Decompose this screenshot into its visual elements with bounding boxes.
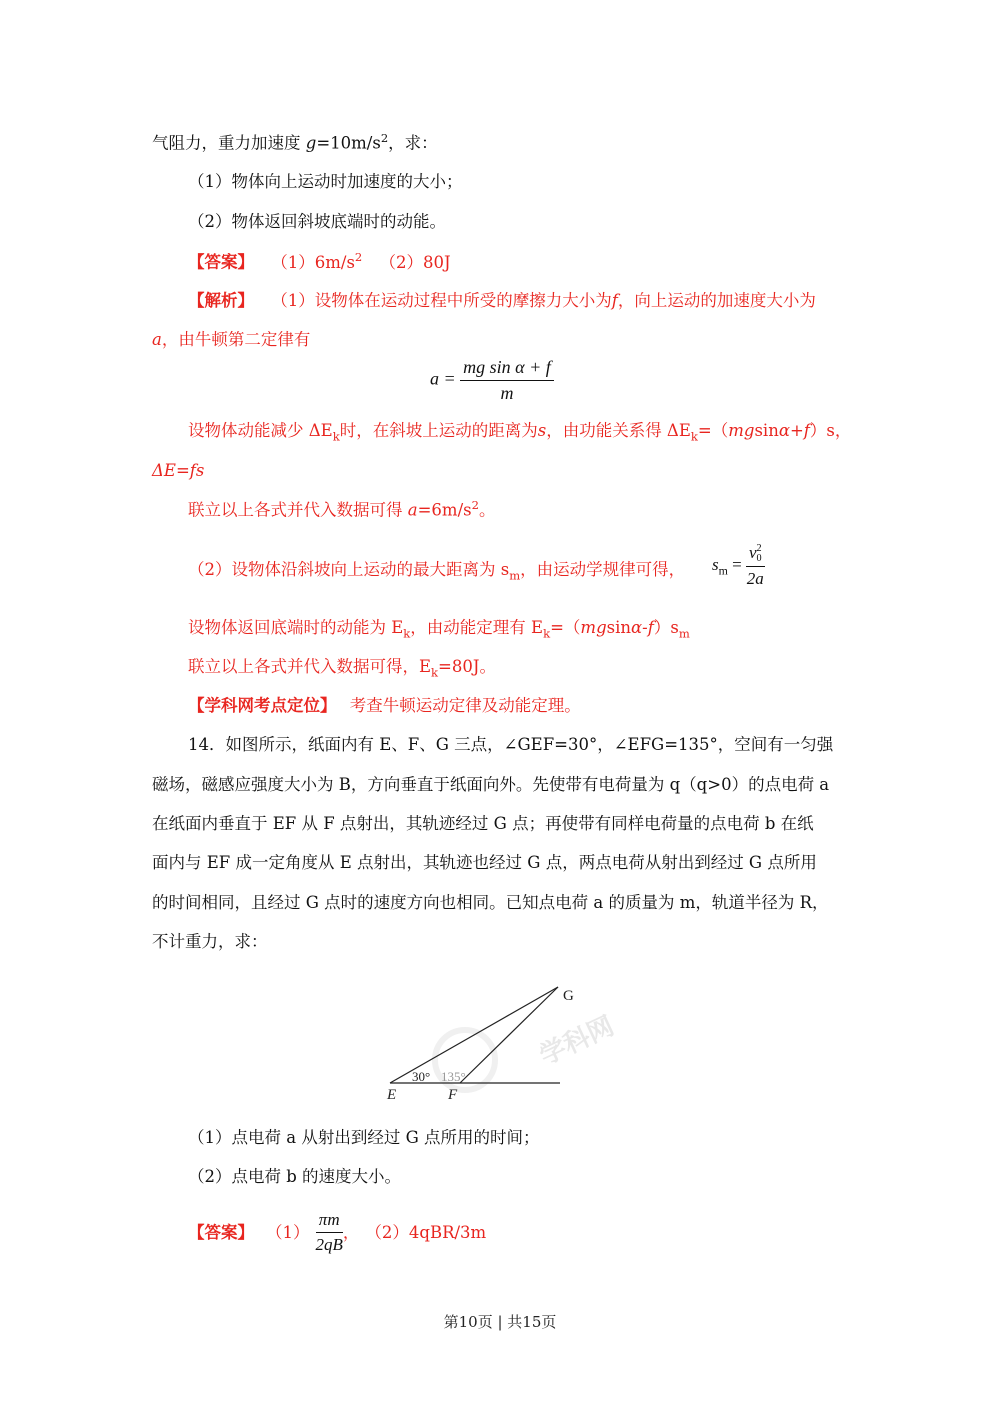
label-g: G bbox=[563, 988, 574, 1004]
kaodian-label: 【学科网考点定位】 bbox=[188, 696, 337, 715]
analysis-line-6: （2）设物体沿斜坡向上运动的最大距离为 $s_m$，由运动学规律可得， bbox=[188, 560, 686, 583]
question-14-1: （1）点电荷 a 从射出到经过 G 点所用的时间； bbox=[188, 1128, 540, 1147]
analysis-line-1: 【解析】 （1）设物体在运动过程中所受的摩擦力大小为f，向上运动的加速度大小为 bbox=[188, 291, 816, 310]
question-14-2: （2）点电荷 b 的速度大小。 bbox=[188, 1167, 402, 1186]
watermark: 学科网 bbox=[534, 1010, 619, 1071]
answer-line: 【答案】 $(1)6m/s^2$ （2）80J bbox=[188, 250, 451, 272]
formula-newton: a = $\frac{\text{mg sin α + f}}{m}$ bbox=[430, 357, 554, 404]
analysis-line-8: 联立以上各式并代入数据可得，$E_k=80J$。 bbox=[188, 657, 496, 680]
angle-135: 135° bbox=[441, 1069, 466, 1084]
problem-14-line-4: 面内与 EF 成一定角度从 E 点射出，其轨迹也经过 G 点，两点电荷从射出到经过 G 点所用 bbox=[152, 853, 817, 872]
problem-14-line-3: 在纸面内垂直于 EF 从 F 点射出，其轨迹经过 G 点；再使带有同样电荷量的点电荷 b 在纸 bbox=[152, 814, 814, 833]
answer-label: 【答案】 bbox=[188, 1222, 254, 1242]
analysis-line-3: 设物体动能减少 $\Delta E_k$时，在斜坡上运动的距离为s，由功能关系得 $\Delta E_k=(mgsin\alpha+f)s$， bbox=[188, 421, 852, 444]
analysis-line-4: ΔE=fs bbox=[152, 461, 205, 480]
angle-30: 30° bbox=[412, 1069, 431, 1084]
text-line: 气阻力，重力加速度 $g=10m/s^2$，求： bbox=[152, 131, 438, 153]
kaodian-line: 【学科网考点定位】 考查牛顿运动定律及动能定理。 bbox=[188, 696, 581, 715]
problem-14-line-2: 磁场，磁感应强度大小为 B，方向垂直于纸面向外。先使带有电荷量为 q（q>0）的点电荷 a bbox=[152, 775, 830, 794]
formula-distance: $s_m$ = v 2 0 2a bbox=[712, 542, 764, 589]
page-footer: 第10页 | 共15页 bbox=[443, 1313, 557, 1331]
problem-14-line-1: 14．如图所示，纸面内有 E、F、G 三点，∠GEF=30°，∠EFG=135°，空间有一匀强 bbox=[188, 735, 834, 754]
answer-fraction: $\frac{\pi m}{2qB}$ bbox=[315, 1210, 343, 1255]
problem-14-line-5: 的时间相同，且经过 G 点时的速度方向也相同。已知点电荷 a 的质量为 m，轨道半径为 R， bbox=[152, 893, 829, 912]
analysis-line-7: 设物体返回底端时的动能为 $E_k$，由动能定理有 $E_k=(mgsin\alpha-f)s_m$ bbox=[188, 618, 690, 641]
label-f: F bbox=[448, 1087, 458, 1103]
triangle-figure bbox=[375, 975, 635, 1105]
analysis-line-2: a，由牛顿第二定律有 bbox=[152, 330, 311, 349]
analysis-line-5: 联立以上各式并代入数据可得 $a=6m/s^2$。 bbox=[188, 498, 496, 520]
label-e: E bbox=[387, 1087, 397, 1103]
answer-line-2: 【答案】 （1） $\frac{\pi m}{2qB}$ ， （2）4qBR/3m bbox=[188, 1210, 487, 1255]
question-2: （2）物体返回斜坡底端时的动能。 bbox=[188, 212, 446, 231]
question-1: （1）物体向上运动时加速度的大小； bbox=[188, 172, 463, 191]
answer-label: 【答案】 bbox=[188, 252, 254, 272]
analysis-label: 【解析】 bbox=[188, 291, 254, 310]
problem-14-line-6: 不计重力，求： bbox=[152, 932, 268, 951]
